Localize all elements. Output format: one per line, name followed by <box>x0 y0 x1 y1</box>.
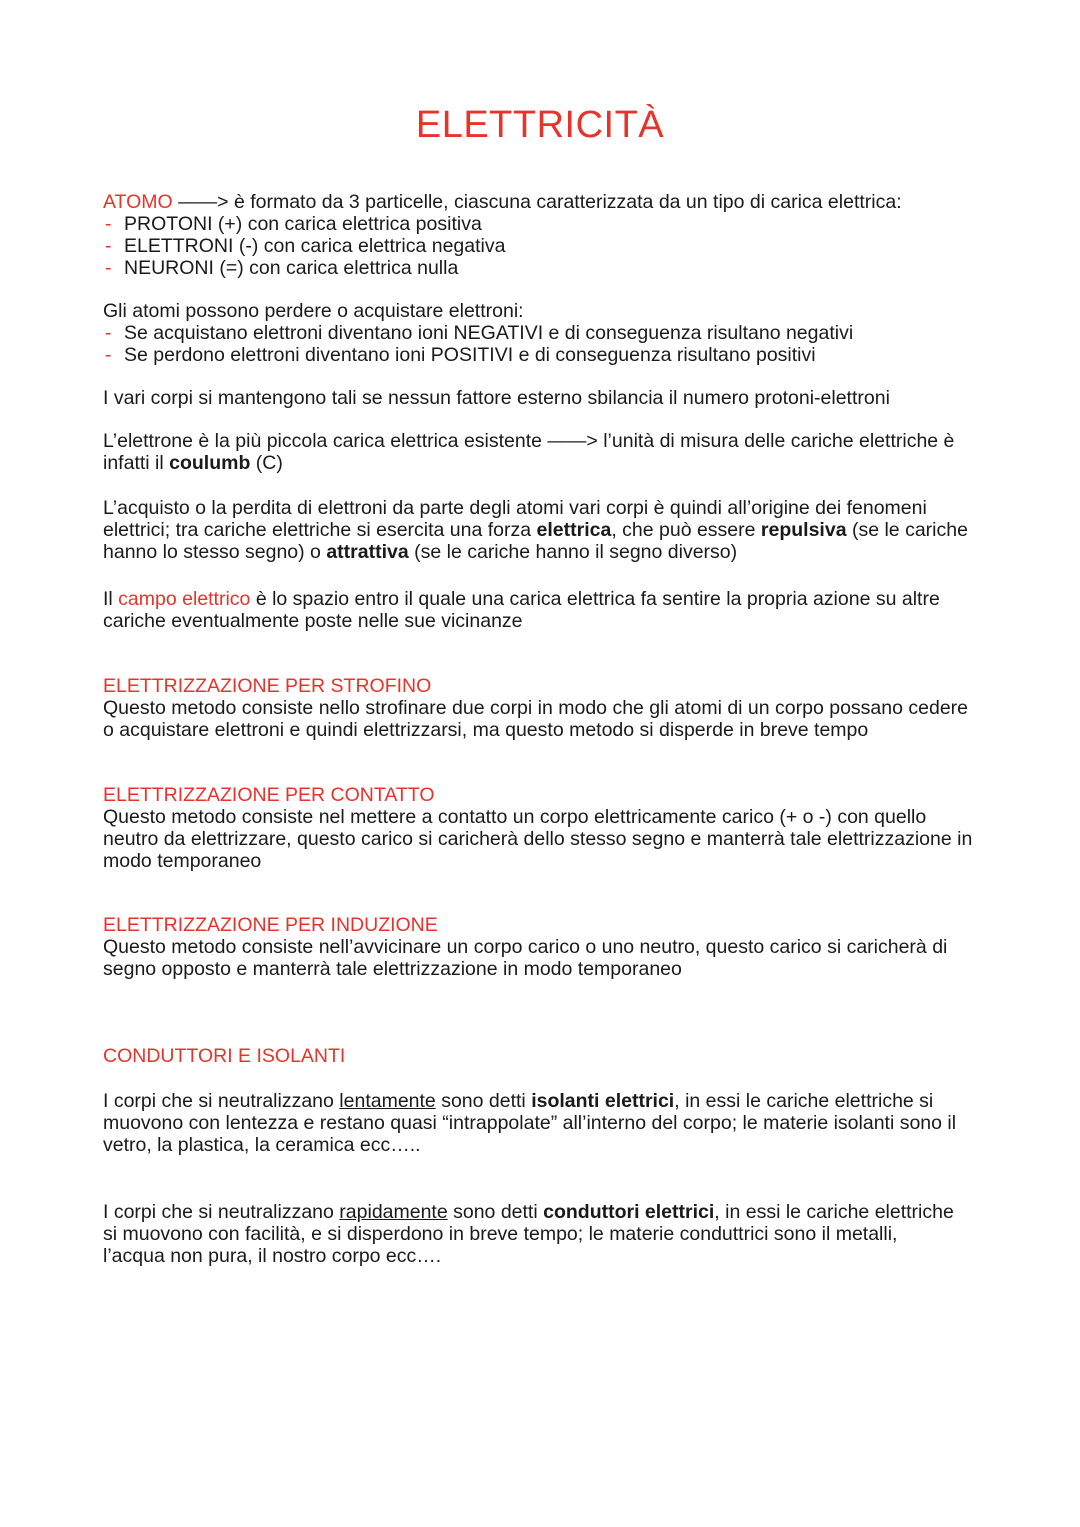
phenomena-bold: repulsiva <box>760 519 847 541</box>
section-heading: ELETTRIZZAZIONE PER CONTATTO <box>103 784 435 806</box>
contact-section <box>103 784 983 872</box>
list-item: - PROTONI (+) con carica elettrica positiva <box>103 213 983 235</box>
electron-text: L’elettrone è la più piccola carica elettrica esistente ——> l’unità di misura delle cariche elettriche è infatti il <box>103 430 955 474</box>
section-heading: ELETTRIZZAZIONE PER STROFINO <box>103 675 432 697</box>
induction-section <box>103 914 973 980</box>
insulators-text: , in essi le cariche elettriche si muovono con lentezza e restano quasi “intrappolate” all’interno del corpo; le materie isolanti sono il vetro, la plastica, la ceramica ecc….. <box>103 1090 957 1156</box>
insulators-underline: lentamente <box>339 1090 436 1112</box>
ions-intro: Gli atomi possono perdere o acquistare elettroni: <box>103 300 524 322</box>
conductors-text: , in essi le cariche elettriche si muovono con facilità, e si disperdono in breve tempo; le materie conduttrici sono il metalli, l’acqua non pura, il nostro corpo ecc…. <box>103 1201 954 1267</box>
conductors-heading <box>103 1045 983 1067</box>
list-item: - NEURONI (=) con carica elettrica nulla <box>103 257 983 279</box>
balance-paragraph: I vari corpi si mantengono tali se nessun fattore esterno sbilancia il numero protoni-elettroni <box>103 387 890 409</box>
conductors-underline: rapidamente <box>339 1201 448 1223</box>
conductors-text: sono detti <box>447 1201 544 1223</box>
atom-intro-text: è formato da 3 particelle, ciascuna caratterizzata da un tipo di carica elettrica: <box>233 191 902 213</box>
electron-unit: coulumb <box>169 452 251 474</box>
atom-section <box>103 191 983 279</box>
insulators-text: sono detti <box>435 1090 532 1112</box>
phenomena-paragraph <box>103 497 973 563</box>
insulators-text: I corpi che si neutralizzano <box>103 1090 340 1112</box>
phenomena-bold: attrattiva <box>326 541 409 563</box>
section-text: Questo metodo consiste nel mettere a contatto un corpo elettricamente carico (+ o -) con quello neutro da elettrizzare, questo carico si caricherà dello stesso segno e manterrà tale elettrizzazione in modo temporaneo <box>103 806 973 872</box>
phenomena-bold: elettrica <box>536 519 612 541</box>
ions-list <box>103 322 983 366</box>
list-item: - ELETTRONI (-) con carica elettrica negativa <box>103 235 983 257</box>
phenomena-text: L’acquisto o la perdita di elettroni da parte degli atomi vari corpi è quindi all’origine dei fenomeni elettrici; tra cariche elettriche si esercita una forza <box>103 497 927 541</box>
page-title: ELETTRICITÀ <box>415 104 665 146</box>
phenomena-text: (se le cariche hanno lo stesso segno) o <box>103 519 968 563</box>
list-item: - Se acquistano elettroni diventano ioni NEGATIVI e di conseguenza risultano negativi <box>103 322 983 344</box>
conductors-bold: conduttori elettrici <box>543 1201 715 1223</box>
field-text: è lo spazio entro il quale una carica elettrica fa sentire la propria azione su altre cariche eventualmente poste nelle sue vicinanze <box>103 588 940 632</box>
ions-section <box>103 300 983 366</box>
insulators-paragraph <box>103 1090 983 1156</box>
insulators-bold: isolanti elettrici <box>531 1090 675 1112</box>
electron-tail: (C) <box>250 452 283 474</box>
field-text: Il <box>103 588 119 610</box>
particle-list <box>103 213 983 279</box>
phenomena-text: , che può essere <box>611 519 761 541</box>
section-heading: CONDUTTORI E ISOLANTI <box>103 1045 346 1067</box>
section-text: Questo metodo consiste nell’avvicinare un corpo carico o uno neutro, questo carico si caricherà di segno opposto e manterrà tale elettrizzazione in modo temporaneo <box>103 936 948 980</box>
field-term: campo elettrico <box>118 588 251 610</box>
list-item: - Se perdono elettroni diventano ioni POSITIVI e di conseguenza risultano positivi <box>103 344 983 366</box>
section-text: Questo metodo consiste nello strofinare due corpi in modo che gli atomi di un corpo possano cedere o acquistare elettroni e quindi elettrizzarsi, ma questo metodo si disperde in breve tempo <box>103 697 968 741</box>
rubbing-section <box>103 675 983 741</box>
electron-paragraph <box>103 430 978 474</box>
atom-arrow: ——> <box>172 191 234 213</box>
section-heading: ELETTRIZZAZIONE PER INDUZIONE <box>103 914 438 936</box>
conductors-text: I corpi che si neutralizzano <box>103 1201 340 1223</box>
conductors-paragraph <box>103 1201 963 1267</box>
atom-term: ATOMO <box>103 191 173 213</box>
phenomena-text: (se le cariche hanno il segno diverso) <box>408 541 738 563</box>
atom-intro <box>103 191 983 213</box>
field-paragraph <box>103 588 973 632</box>
